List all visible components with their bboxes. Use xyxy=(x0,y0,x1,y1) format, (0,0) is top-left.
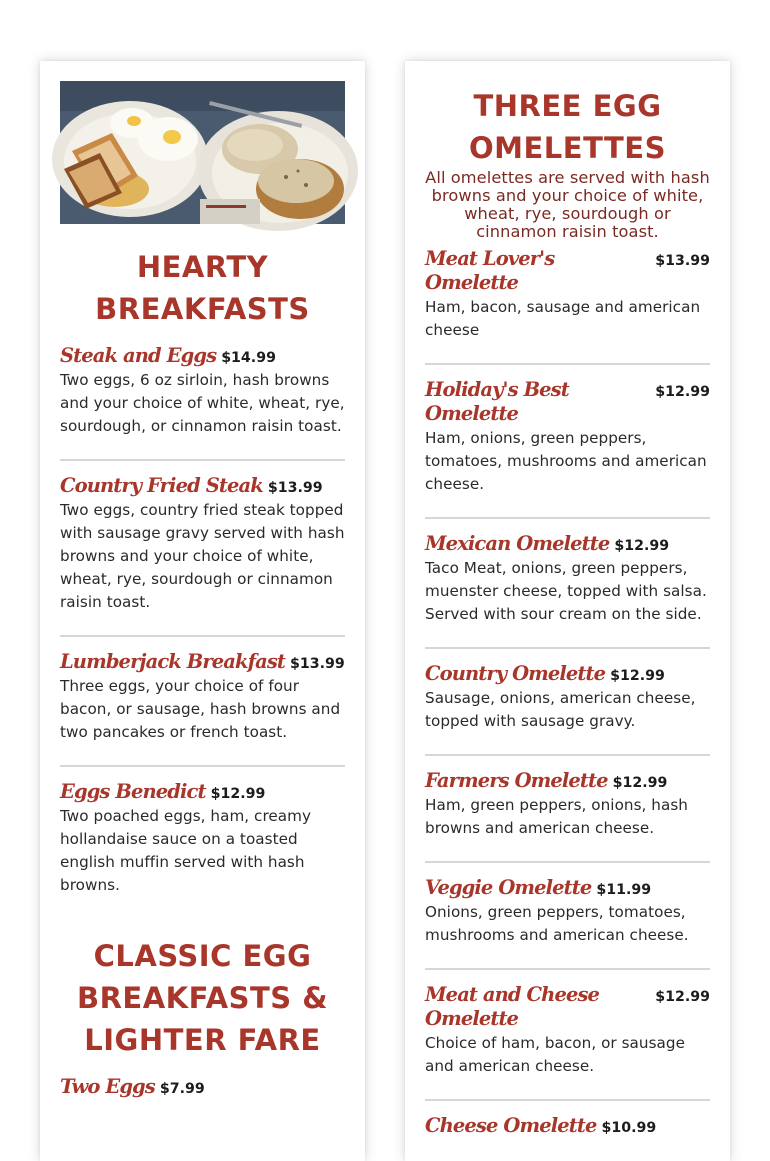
item-name: Meat Lover's Omelette xyxy=(425,247,555,294)
breakfast-photo-illustration xyxy=(60,81,345,224)
item-price: $7.99 xyxy=(159,1081,205,1097)
item-name: Holiday's Best Omelette xyxy=(425,378,569,425)
item-description: Onions, green peppers, tomatoes, mushrooms and american cheese. xyxy=(425,903,689,944)
item-price: $13.99 xyxy=(267,480,323,496)
item-description: Ham, green peppers, onions, hash browns and american cheese. xyxy=(425,796,688,837)
item-name: Country Fried Steak xyxy=(60,474,263,497)
item-description: Two poached eggs, ham, creamy hollandaise sauce on a toasted english muffin served with hash browns. xyxy=(60,807,312,894)
item-price: $12.99 xyxy=(210,786,266,802)
item-price: $12.99 xyxy=(612,775,668,791)
omelettes-intro-text: All omelettes are served with hash browns and your choice of white, wheat, rye, sourdough or cinnamon raisin toast. xyxy=(425,168,710,241)
section-title-hearty-breakfasts: HEARTY BREAKFASTS xyxy=(95,250,310,326)
item-price: $13.99 xyxy=(290,656,345,672)
item-price: $10.99 xyxy=(601,1120,657,1136)
menu-item-country-omelette xyxy=(425,649,710,733)
breakfast-photo xyxy=(60,81,345,224)
left-menu-column xyxy=(40,61,365,1161)
menu-item-country-fried-steak xyxy=(60,461,345,614)
menu-item-farmers-omelette xyxy=(425,756,710,840)
item-name: Farmers Omelette xyxy=(425,769,608,792)
menu-item-meat-and-cheese-omelette xyxy=(425,970,710,1078)
item-description: Three eggs, your choice of four bacon, or sausage, hash browns and two pancakes or french toast. xyxy=(60,677,341,741)
item-price: $12.99 xyxy=(655,384,710,400)
section-title-classic-egg-breakfasts: CLASSIC EGG BREAKFASTS & LIGHTER FARE xyxy=(76,939,329,1057)
item-description: Choice of ham, bacon, or sausage and american cheese. xyxy=(425,1034,685,1075)
menu-item-holidays-best-omelette xyxy=(425,365,710,496)
right-menu-column xyxy=(405,61,730,1161)
item-description: Sausage, onions, american cheese, topped with sausage gravy. xyxy=(425,689,696,730)
item-price: $11.99 xyxy=(596,882,652,898)
item-price: $13.99 xyxy=(655,253,710,269)
item-price: $12.99 xyxy=(655,989,710,1005)
item-price: $12.99 xyxy=(614,538,670,554)
item-description: Ham, bacon, sausage and american cheese xyxy=(425,298,701,339)
item-name: Veggie Omelette xyxy=(425,876,592,899)
item-description: Two eggs, country fried steak topped with sausage gravy served with hash browns and your choice of white, wheat, rye, sourdough or cinnamon raisin toast. xyxy=(60,501,345,611)
menu-item-two-eggs xyxy=(60,1061,345,1099)
item-name: Steak and Eggs xyxy=(60,344,217,367)
menu-item-mexican-omelette xyxy=(425,519,710,626)
item-description: Taco Meat, onions, green peppers, muenster cheese, topped with salsa. Served with sour cream on the side. xyxy=(425,559,707,623)
item-description: Two eggs, 6 oz sirloin, hash browns and your choice of white, wheat, rye, sourdough, or cinnamon raisin toast. xyxy=(60,371,345,435)
menu-item-meat-lovers-omelette xyxy=(425,241,710,342)
item-name: Cheese Omelette xyxy=(425,1114,597,1137)
item-name: Meat and Cheese Omelette xyxy=(425,983,600,1030)
menu-item-steak-and-eggs xyxy=(60,330,345,438)
item-name: Country Omelette xyxy=(425,662,606,685)
item-price: $12.99 xyxy=(610,668,665,684)
item-name: Mexican Omelette xyxy=(425,532,610,555)
item-name: Lumberjack Breakfast xyxy=(60,650,286,673)
menu-item-eggs-benedict xyxy=(60,767,345,897)
menu-item-lumberjack-breakfast xyxy=(60,637,345,744)
section-title-three-egg-omelettes: THREE EGG OMELETTES xyxy=(468,89,667,165)
menu-item-veggie-omelette xyxy=(425,863,710,947)
menu-item-cheese-omelette xyxy=(425,1101,710,1138)
item-name: Two Eggs xyxy=(60,1075,155,1098)
item-price: $14.99 xyxy=(221,350,276,366)
item-name: Eggs Benedict xyxy=(60,780,206,803)
item-description: Ham, onions, green peppers, tomatoes, mushrooms and american cheese. xyxy=(425,429,707,493)
